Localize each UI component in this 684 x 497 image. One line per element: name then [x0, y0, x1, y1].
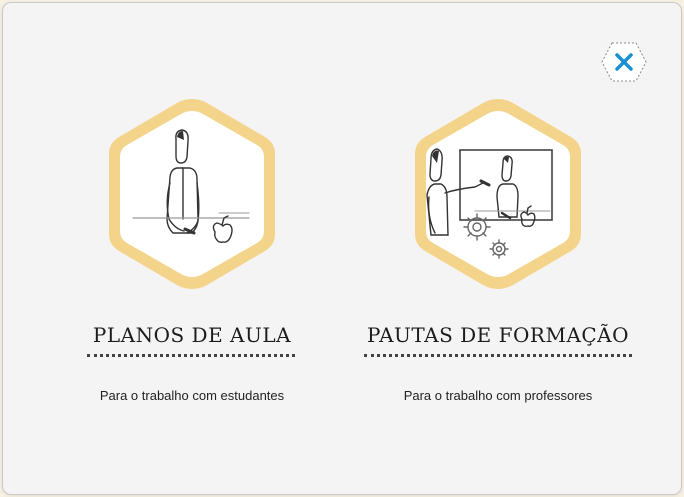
card-subtitle-planos: Para o trabalho com estudantes	[99, 388, 285, 403]
planos-de-aula-card[interactable]	[47, 93, 337, 413]
card-title-pautas[interactable]: PAUTAS DE FORMAÇÃO	[366, 323, 630, 347]
card-title-planos[interactable]: PLANOS DE AULA	[92, 323, 292, 347]
pautas-de-formacao-card[interactable]	[353, 93, 643, 413]
choice-modal	[2, 2, 682, 495]
card-subtitle-pautas: Para o trabalho com professores	[403, 388, 593, 403]
close-icon	[600, 39, 648, 85]
close-button[interactable]	[600, 39, 648, 85]
planos-hexagon[interactable]	[99, 93, 285, 295]
title-divider	[87, 354, 295, 357]
pautas-hexagon[interactable]	[405, 93, 591, 295]
title-divider	[364, 354, 632, 357]
